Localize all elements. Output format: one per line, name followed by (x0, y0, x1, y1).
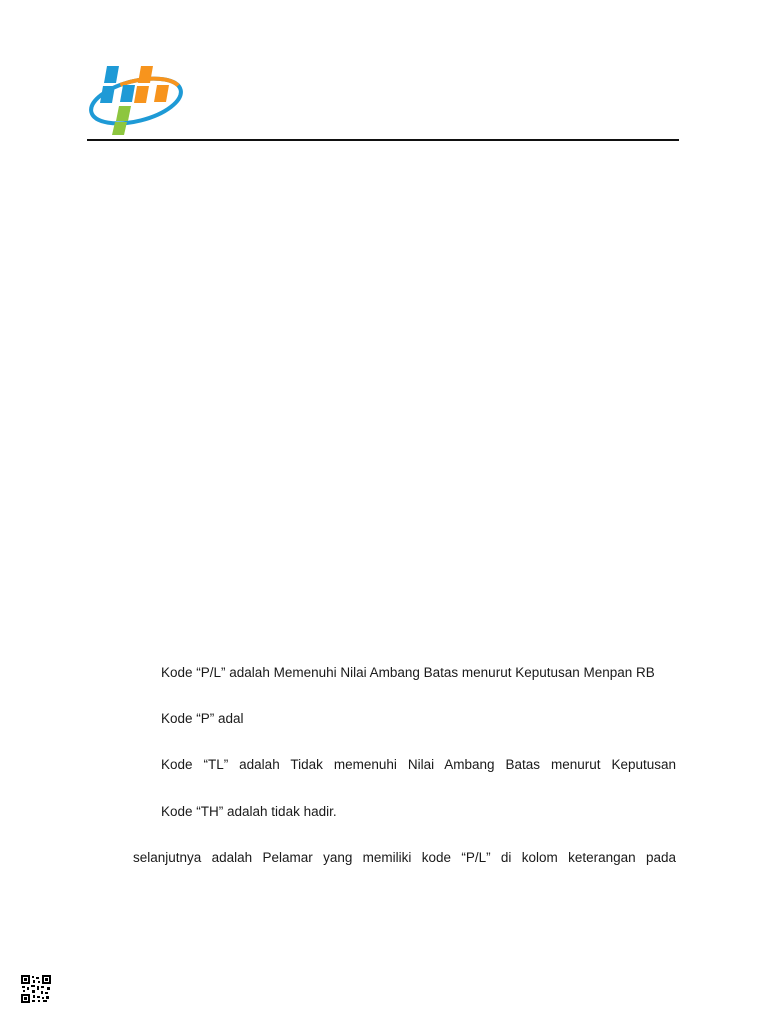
logo-block-blue-2 (100, 86, 115, 103)
text-line-selanjutnya: selanjutnya adalah Pelamar yang memiliki kode “P/L” di kolom keterangan pada (133, 850, 676, 865)
text-line-kode-tl: Kode “TL” adalah Tidak memenuhi Nilai Ambang Batas menurut Keputusan (161, 757, 676, 772)
qr-code-icon (21, 975, 51, 1003)
logo-block-blue-3 (120, 85, 135, 102)
text-line-kode-pl: Kode “P/L” adalah Memenuhi Nilai Ambang Batas menurut Keputusan Menpan RB (161, 665, 655, 680)
text-line-kode-p: Kode “P” adal (161, 711, 244, 726)
text-line-kode-th: Kode “TH” adalah tidak hadir. (161, 804, 337, 819)
header-rule (87, 139, 679, 141)
bps-logo (86, 63, 186, 137)
logo-block-orange-2 (134, 86, 149, 103)
logo-block-orange-3 (154, 85, 169, 102)
logo-block-blue-1 (104, 66, 119, 83)
logo-block-green-1 (116, 106, 131, 121)
